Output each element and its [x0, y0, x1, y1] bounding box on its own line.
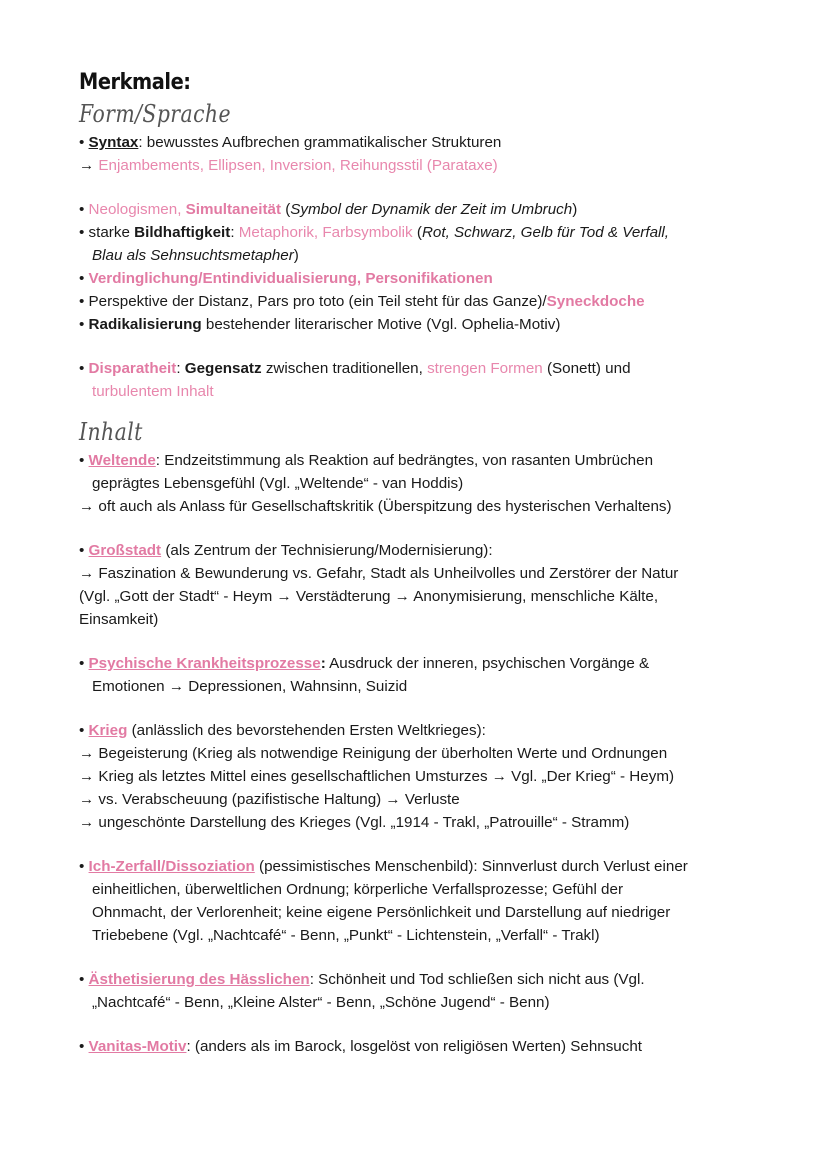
list-item-ich-zerfall: • Ich-Zerfall/Dissoziation (pessimistisches Menschenbild): Sinnverlust durch Verlust einer	[79, 858, 688, 875]
list-item-krieg-arrow4: → ungeschönte Darstellung des Krieges (Vgl. „1914 - Trakl, „Patrouille“ - Stramm)	[79, 814, 630, 831]
list-item-krieg-arrow3: → vs. Verabscheuung (pazifistische Haltung) → Verluste	[79, 791, 460, 808]
list-item-krieg-arrow1: → Begeisterung (Krieg als notwendige Reinigung der überholten Werte und Ordnungen	[79, 745, 668, 762]
list-item-radikalisierung: • Radikalisierung bestehender literarischer Motive (Vgl. Ophelia-Motiv)	[79, 316, 561, 333]
list-item-bildhaftigkeit-cont: Blau als Sehnsuchtsmetapher)	[92, 247, 299, 264]
list-item-bildhaftigkeit: • starke Bildhaftigkeit: Metaphorik, Farbsymbolik (Rot, Schwarz, Gelb für Tod & Verfall,	[79, 224, 669, 241]
list-item-disparatheit-cont: turbulentem Inhalt	[92, 383, 214, 400]
list-item-disparatheit: • Disparatheit: Gegensatz zwischen traditionellen, strengen Formen (Sonett) und	[79, 360, 631, 377]
list-item-perspektive: • Perspektive der Distanz, Pars pro toto (ein Teil steht für das Ganze)/Syneckdoche	[79, 293, 645, 310]
notes-page	[79, 70, 759, 1058]
list-item-krieg: • Krieg (anlässlich des bevorstehenden Ersten Weltkrieges):	[79, 722, 486, 739]
list-item-krieg-arrow2: → Krieg als letztes Mittel eines gesellschaftlichen Umsturzes → Vgl. „Der Krieg“ - Heym)	[79, 768, 675, 785]
list-item-syntax-arrow: → Enjambements, Ellipsen, Inversion, Reihungsstil (Parataxe)	[79, 157, 498, 174]
list-item-weltende: • Weltende: Endzeitstimmung als Reaktion auf bedrängtes, von rasanten Umbrüchen	[79, 452, 654, 469]
list-item-aesthetisierung: • Ästhetisierung des Hässlichen: Schönheit und Tod schließen sich nicht aus (Vgl.	[79, 971, 645, 988]
list-item-psychische: • Psychische Krankheitsprozesse: Ausdruck der inneren, psychischen Vorgänge &	[79, 655, 650, 672]
form-heading: Form/Sprache	[79, 100, 231, 128]
list-item-vanitas: • Vanitas-Motiv: (anders als im Barock, losgelöst von religiösen Werten) Sehnsucht	[79, 1038, 643, 1055]
list-item-ich-zerfall-cont1: einheitlichen, überweltlichen Ordnung; körperliche Verfallsprozesse; Gefühl der	[92, 881, 624, 898]
list-item-grossstadt-cont2: Einsamkeit)	[79, 611, 159, 628]
list-item-weltende-cont: geprägtes Lebensgefühl (Vgl. „Weltende“ - van Hoddis)	[92, 475, 464, 492]
page-title: Merkmale:	[79, 70, 191, 95]
list-item-ich-zerfall-cont2: Ohnmacht, der Verlorenheit; keine eigene Persönlichkeit und Darstellung auf niedriger	[92, 904, 671, 921]
list-item-syntax: • Syntax: bewusstes Aufbrechen grammatikalischer Strukturen	[79, 134, 502, 151]
list-item-aesthetisierung-cont: „Nachtcafé“ - Benn, „Kleine Alster“ - Benn, „Schöne Jugend“ - Benn)	[92, 994, 550, 1011]
list-item-weltende-arrow: → oft auch als Anlass für Gesellschaftskritik (Überspitzung des hysterischen Verhaltens)	[79, 498, 672, 515]
list-item-grossstadt-arrow: → Faszination & Bewunderung vs. Gefahr, Stadt als Unheilvolles und Zerstörer der Natur	[79, 565, 679, 582]
list-item-grossstadt-cont: (Vgl. „Gott der Stadt“ - Heym → Verstädterung → Anonymisierung, menschliche Kälte,	[79, 588, 659, 605]
list-item-psychische-cont: Emotionen → Depressionen, Wahnsinn, Suizid	[92, 678, 408, 695]
content-heading: Inhalt	[79, 418, 143, 446]
list-item-ich-zerfall-cont3: Triebebene (Vgl. „Nachtcafé“ - Benn, „Punkt“ - Lichtenstein, „Verfall“ - Trakl)	[92, 927, 600, 944]
list-item-verdinglichung: • Verdinglichung/Entindividualisierung, Personifikationen	[79, 270, 493, 287]
list-item-grossstadt: • Großstadt (als Zentrum der Technisierung/Modernisierung):	[79, 542, 493, 559]
list-item-neologismen: • Neologismen, Simultaneität (Symbol der Dynamik der Zeit im Umbruch)	[79, 201, 578, 218]
